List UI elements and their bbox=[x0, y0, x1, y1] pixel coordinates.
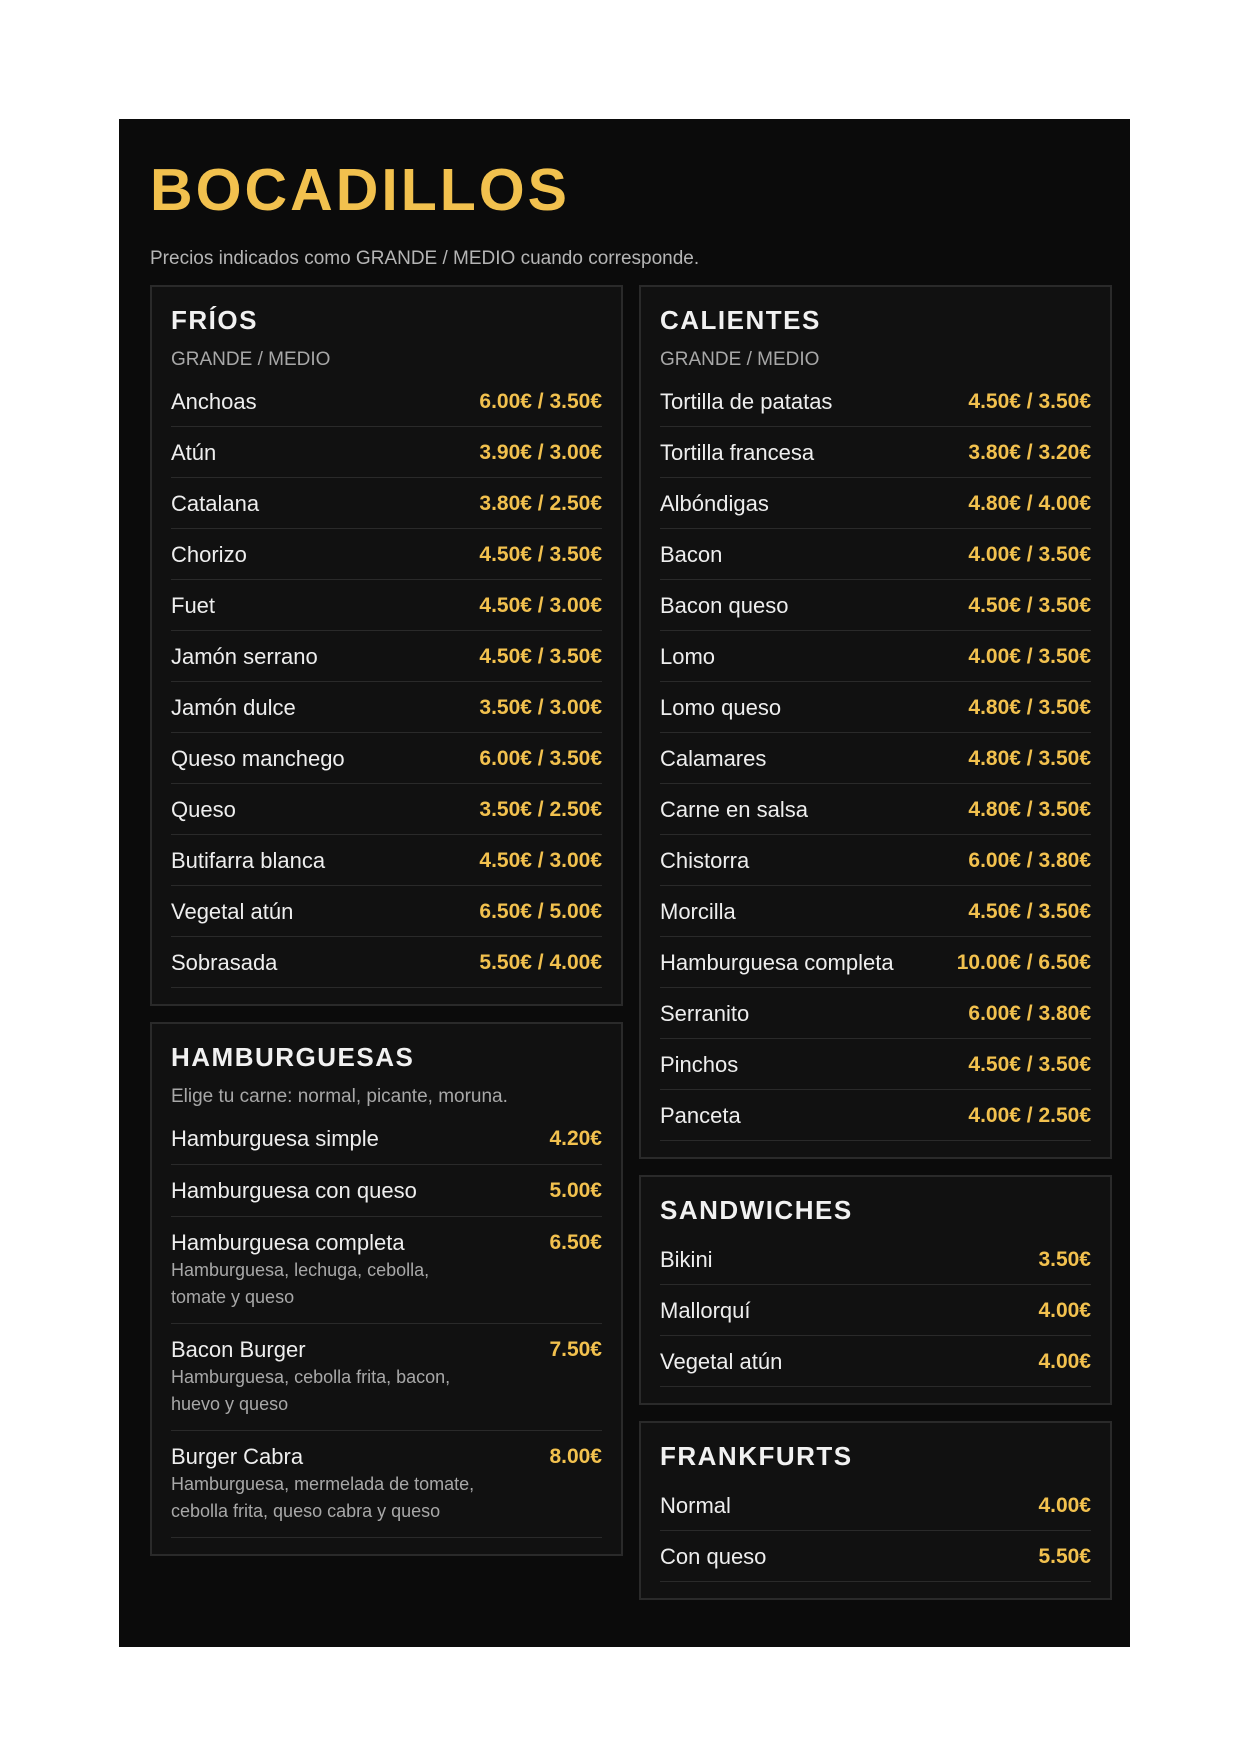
menu-item-text bbox=[660, 848, 749, 874]
menu-item-price: 10.00€ / 6.50€ bbox=[956, 951, 1091, 974]
menu-item-text bbox=[171, 389, 257, 415]
menu-item-text bbox=[171, 1178, 417, 1204]
menu-item-name: Carne en salsa bbox=[660, 797, 808, 822]
menu-item-name: Sobrasada bbox=[171, 950, 278, 975]
menu-item-price: 4.20€ bbox=[549, 1127, 602, 1150]
menu-item-name: Vegetal atún bbox=[660, 1349, 783, 1374]
menu-item-text bbox=[660, 1298, 750, 1324]
menu-item-name: Albóndigas bbox=[660, 491, 769, 516]
menu-item-price: 6.00€ / 3.50€ bbox=[479, 390, 602, 413]
menu-item-price: 4.50€ / 3.50€ bbox=[968, 390, 1091, 413]
menu-item-row bbox=[660, 886, 1091, 937]
menu-item-row bbox=[171, 529, 602, 580]
menu-item-row bbox=[171, 376, 602, 427]
menu-item-row bbox=[171, 835, 602, 886]
menu-item-name: Normal bbox=[660, 1493, 731, 1518]
menu-item-name: Lomo bbox=[660, 644, 716, 669]
menu-item-text bbox=[660, 950, 894, 976]
section-title: HAMBURGUESAS bbox=[171, 1042, 415, 1072]
menu-item-row bbox=[171, 427, 602, 478]
menu-item-price: 4.50€ / 3.50€ bbox=[968, 594, 1091, 617]
menu-item-text bbox=[660, 1544, 766, 1570]
menu-item-text bbox=[660, 1247, 713, 1273]
menu-item-row bbox=[171, 1217, 602, 1324]
menu-item-row bbox=[660, 733, 1091, 784]
section-frios bbox=[150, 285, 623, 1006]
menu-item-price: 6.00€ / 3.80€ bbox=[968, 1002, 1091, 1025]
menu-item-description: Hamburguesa, cebolla frita, bacon, huevo y queso bbox=[171, 1367, 451, 1414]
menu-item-text bbox=[660, 1349, 782, 1375]
menu-item-price: 4.80€ / 3.50€ bbox=[968, 798, 1091, 821]
menu-item-text bbox=[171, 1230, 481, 1311]
section-sandwiches bbox=[639, 1175, 1112, 1405]
menu-item-name: Bacon queso bbox=[660, 593, 789, 618]
menu-item-name: Atún bbox=[171, 440, 217, 465]
section-hamburguesas bbox=[150, 1022, 623, 1556]
menu-item-name: Lomo queso bbox=[660, 695, 782, 720]
menu-item-text bbox=[171, 1337, 481, 1418]
menu-item-name: Queso manchego bbox=[171, 746, 345, 771]
menu-item-text bbox=[171, 542, 247, 568]
menu-item-name: Chorizo bbox=[171, 542, 247, 567]
section-title: FRANKFURTS bbox=[660, 1441, 853, 1471]
section-title: FRÍOS bbox=[171, 305, 258, 335]
menu-item-text bbox=[171, 848, 325, 874]
menu-item-name: Anchoas bbox=[171, 389, 257, 414]
menu-item-price: 6.00€ / 3.80€ bbox=[968, 849, 1091, 872]
menu-item-text bbox=[660, 644, 715, 670]
menu-item-name: Chistorra bbox=[660, 848, 750, 873]
menu-item-price: 8.00€ bbox=[549, 1445, 602, 1468]
item-list bbox=[171, 376, 602, 988]
menu-item-row bbox=[171, 1324, 602, 1431]
menu-item-name: Tortilla francesa bbox=[660, 440, 815, 465]
menu-item-price: 4.50€ / 3.50€ bbox=[968, 900, 1091, 923]
menu-item-row bbox=[660, 988, 1091, 1039]
menu-item-text bbox=[171, 440, 216, 466]
menu-item-price: 6.50€ / 5.00€ bbox=[479, 900, 602, 923]
menu-item-name: Jamón dulce bbox=[171, 695, 296, 720]
menu-item-text bbox=[660, 1493, 731, 1519]
menu-item-row bbox=[660, 580, 1091, 631]
menu-item-name: Catalana bbox=[171, 491, 260, 516]
menu-item-row bbox=[660, 1234, 1091, 1285]
menu-item-price: 3.50€ / 2.50€ bbox=[479, 798, 602, 821]
menu-item-name: Hamburguesa completa bbox=[660, 950, 894, 975]
menu-item-price: 4.50€ / 3.00€ bbox=[479, 849, 602, 872]
menu-item-price: 4.50€ / 3.50€ bbox=[479, 645, 602, 668]
menu-item-name: Tortilla de patatas bbox=[660, 389, 833, 414]
item-list bbox=[660, 376, 1091, 1141]
menu-item-text bbox=[660, 491, 769, 517]
menu-item-name: Panceta bbox=[660, 1103, 741, 1128]
menu-item-price: 4.00€ bbox=[1038, 1299, 1091, 1322]
menu-item-price: 3.50€ / 3.00€ bbox=[479, 696, 602, 719]
menu-item-row bbox=[171, 478, 602, 529]
menu-item-price: 6.00€ / 3.50€ bbox=[479, 747, 602, 770]
menu-item-price: 4.80€ / 3.50€ bbox=[968, 747, 1091, 770]
menu-item-name: Morcilla bbox=[660, 899, 736, 924]
menu-item-row bbox=[660, 1285, 1091, 1336]
menu-item-row bbox=[171, 784, 602, 835]
menu-item-text bbox=[660, 440, 814, 466]
menu-item-name: Pinchos bbox=[660, 1052, 739, 1077]
menu-item-row bbox=[171, 886, 602, 937]
menu-item-name: Bacon bbox=[660, 542, 723, 567]
menu-item-text bbox=[660, 542, 722, 568]
menu-item-name: Vegetal atún bbox=[171, 899, 294, 924]
section-calientes bbox=[639, 285, 1112, 1159]
menu-item-price: 5.50€ bbox=[1038, 1545, 1091, 1568]
item-list bbox=[660, 1480, 1091, 1582]
menu-item-text bbox=[171, 644, 318, 670]
menu-item-price: 3.90€ / 3.00€ bbox=[479, 441, 602, 464]
section-frankfurts bbox=[639, 1421, 1112, 1600]
menu-item-row bbox=[171, 1431, 602, 1538]
menu-item-text bbox=[660, 746, 766, 772]
menu-item-name: Fuet bbox=[171, 593, 216, 618]
item-list bbox=[660, 1234, 1091, 1387]
menu-item-price: 3.80€ / 3.20€ bbox=[968, 441, 1091, 464]
menu-item-row bbox=[171, 1113, 602, 1165]
menu-item-name: Serranito bbox=[660, 1001, 750, 1026]
menu-item-name: Con queso bbox=[660, 1544, 767, 1569]
menu-item-price: 4.00€ bbox=[1038, 1350, 1091, 1373]
menu-item-row bbox=[660, 631, 1091, 682]
menu-item-text bbox=[660, 593, 788, 619]
menu-item-row bbox=[660, 478, 1091, 529]
menu-item-price: 4.00€ / 3.50€ bbox=[968, 645, 1091, 668]
menu-item-name: Bikini bbox=[660, 1247, 713, 1272]
menu-item-price: 3.50€ bbox=[1038, 1248, 1091, 1271]
menu-item-text bbox=[171, 1126, 379, 1152]
right-column bbox=[639, 285, 1112, 1600]
section-note: GRANDE / MEDIO bbox=[660, 349, 820, 370]
menu-item-name: Hamburguesa completa bbox=[171, 1230, 405, 1255]
section-title: SANDWICHES bbox=[660, 1195, 853, 1225]
menu-item-price: 4.80€ / 4.00€ bbox=[968, 492, 1091, 515]
menu-item-row bbox=[660, 784, 1091, 835]
menu-item-row bbox=[171, 580, 602, 631]
menu-columns bbox=[150, 285, 1114, 1600]
menu-item-price: 4.00€ / 3.50€ bbox=[968, 543, 1091, 566]
page-title: BOCADILLOS bbox=[150, 157, 571, 223]
menu-item-price: 4.50€ / 3.50€ bbox=[968, 1053, 1091, 1076]
menu-item-name: Mallorquí bbox=[660, 1298, 751, 1323]
menu-item-price: 5.50€ / 4.00€ bbox=[479, 951, 602, 974]
menu-item-name: Bacon Burger bbox=[171, 1337, 306, 1362]
menu-item-text bbox=[660, 1001, 749, 1027]
menu-item-name: Hamburguesa simple bbox=[171, 1126, 379, 1151]
section-title: CALIENTES bbox=[660, 305, 821, 335]
menu-item-text bbox=[660, 1052, 738, 1078]
menu-item-row bbox=[660, 1480, 1091, 1531]
menu-item-price: 6.50€ bbox=[549, 1231, 602, 1254]
menu-item-price: 4.50€ / 3.50€ bbox=[479, 543, 602, 566]
menu-item-price: 4.00€ / 2.50€ bbox=[968, 1104, 1091, 1127]
menu-item-description: Hamburguesa, mermelada de tomate, cebolla frita, queso cabra y queso bbox=[171, 1474, 475, 1521]
menu-item-row bbox=[660, 682, 1091, 733]
menu-item-name: Butifarra blanca bbox=[171, 848, 326, 873]
menu-item-row bbox=[660, 376, 1091, 427]
menu-item-price: 3.80€ / 2.50€ bbox=[479, 492, 602, 515]
menu-item-row bbox=[171, 1165, 602, 1217]
menu-item-text bbox=[171, 899, 293, 925]
menu-item-text bbox=[171, 1444, 481, 1525]
menu-item-name: Queso bbox=[171, 797, 236, 822]
menu-item-text bbox=[660, 899, 736, 925]
menu-item-name: Burger Cabra bbox=[171, 1444, 304, 1469]
menu-card bbox=[119, 119, 1130, 1647]
menu-item-description: Hamburguesa, lechuga, cebolla, tomate y queso bbox=[171, 1260, 430, 1307]
menu-item-price: 4.50€ / 3.00€ bbox=[479, 594, 602, 617]
menu-item-name: Hamburguesa con queso bbox=[171, 1178, 417, 1203]
menu-item-row bbox=[171, 631, 602, 682]
menu-item-row bbox=[660, 427, 1091, 478]
menu-item-price: 4.80€ / 3.50€ bbox=[968, 696, 1091, 719]
menu-item-row bbox=[171, 733, 602, 784]
left-column bbox=[150, 285, 623, 1600]
menu-item-row bbox=[660, 835, 1091, 886]
menu-item-name: Calamares bbox=[660, 746, 767, 771]
menu-item-row bbox=[171, 682, 602, 733]
menu-item-text bbox=[660, 1103, 741, 1129]
menu-item-text bbox=[660, 389, 832, 415]
menu-item-text bbox=[171, 695, 296, 721]
menu-item-text bbox=[171, 797, 236, 823]
menu-item-text bbox=[660, 797, 808, 823]
menu-item-price: 4.00€ bbox=[1038, 1494, 1091, 1517]
menu-item-text bbox=[171, 746, 345, 772]
menu-item-text bbox=[660, 695, 781, 721]
menu-item-text bbox=[171, 950, 277, 976]
menu-item-row bbox=[660, 1531, 1091, 1582]
page-subtitle: Precios indicados como GRANDE / MEDIO cuando corresponde. bbox=[150, 248, 700, 269]
menu-item-row bbox=[660, 1090, 1091, 1141]
menu-item-row bbox=[660, 937, 1091, 988]
menu-item-row bbox=[171, 937, 602, 988]
menu-item-price: 5.00€ bbox=[549, 1179, 602, 1202]
item-list bbox=[171, 1113, 602, 1538]
menu-item-name: Jamón serrano bbox=[171, 644, 318, 669]
menu-item-price: 7.50€ bbox=[549, 1338, 602, 1361]
menu-item-row bbox=[660, 1039, 1091, 1090]
section-note: GRANDE / MEDIO bbox=[171, 349, 331, 370]
menu-item-text bbox=[171, 593, 215, 619]
menu-item-row bbox=[660, 529, 1091, 580]
menu-item-row bbox=[660, 1336, 1091, 1387]
section-note: Elige tu carne: normal, picante, moruna. bbox=[171, 1086, 508, 1107]
menu-item-text bbox=[171, 491, 259, 517]
